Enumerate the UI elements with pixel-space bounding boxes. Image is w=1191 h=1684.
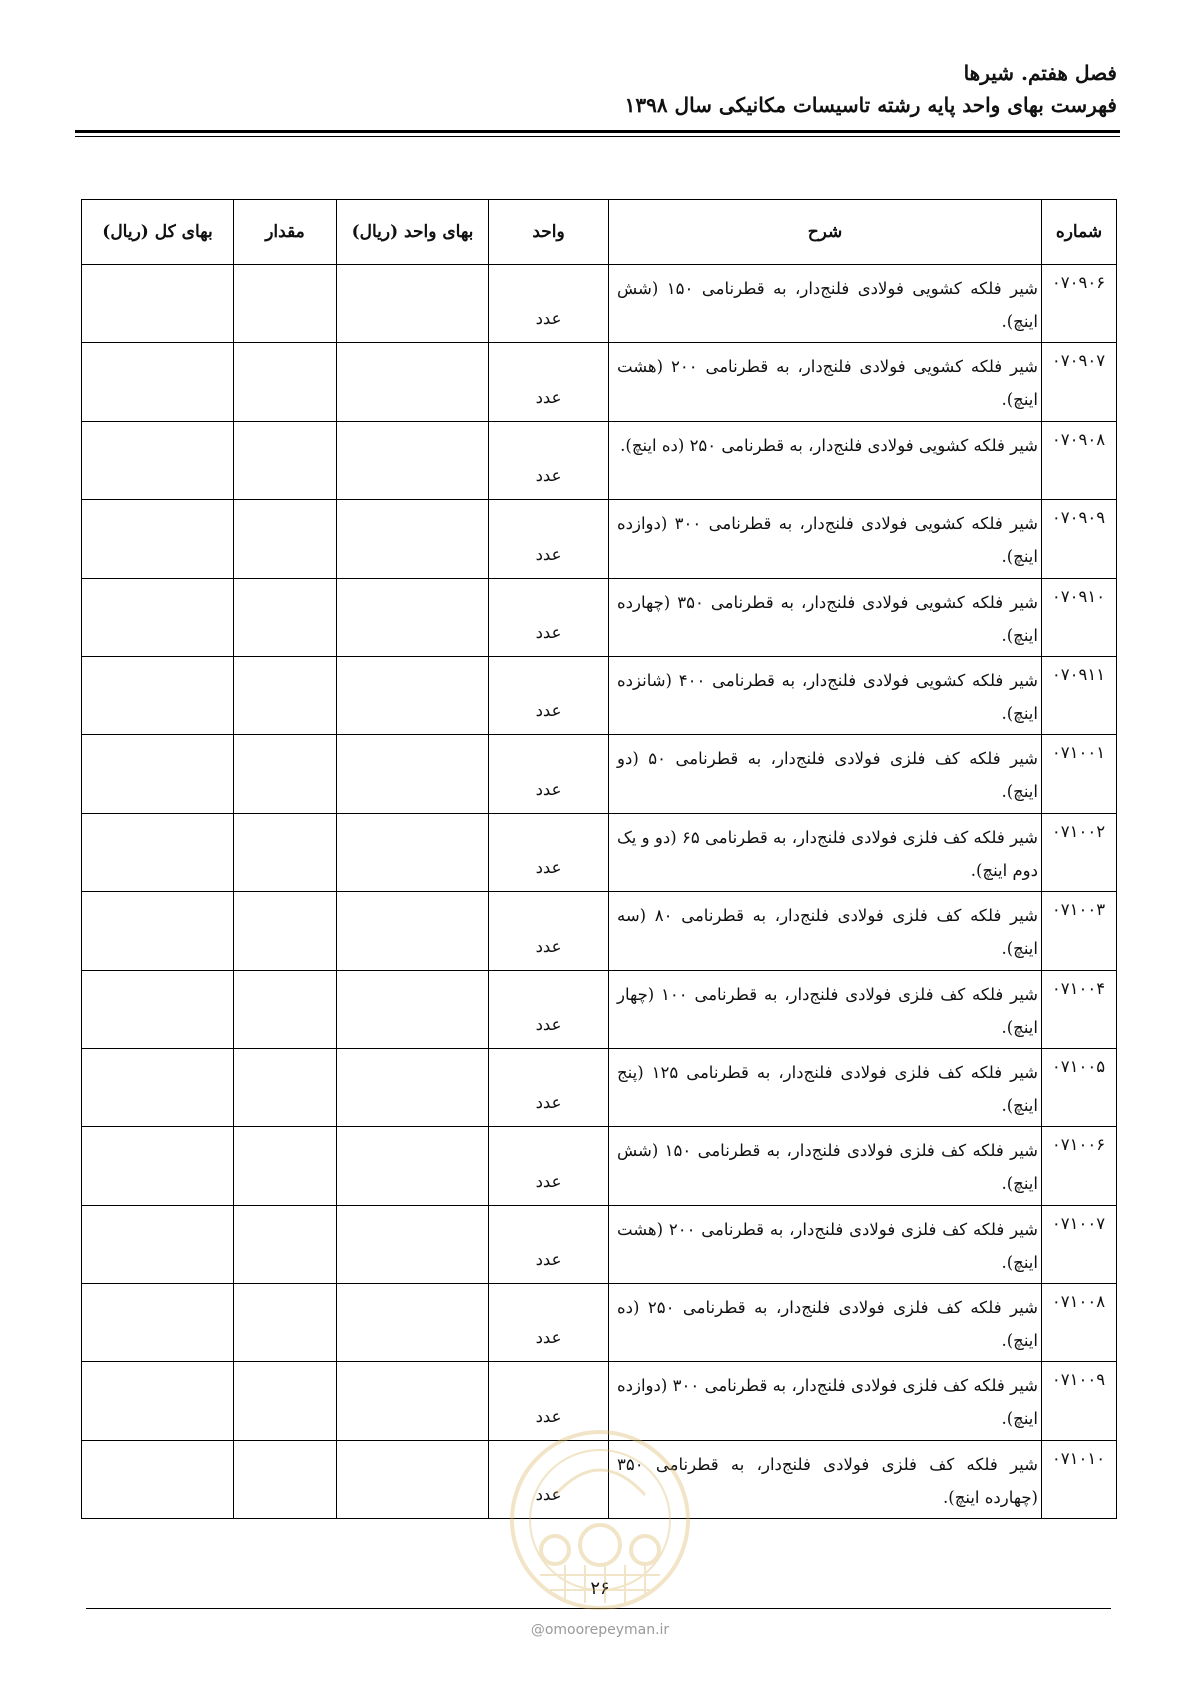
row-total-price: [82, 1284, 234, 1362]
row-description: شیر فلکه کف فلزی فولادی فلنج‌دار، به قطرنامی ۲۰۰ (هشت اینچ).: [609, 1205, 1042, 1283]
row-total-price: [82, 578, 234, 656]
row-unit-price: [337, 421, 489, 499]
row-unit-price: [337, 1127, 489, 1205]
row-code: ۰۷۱۰۰۳: [1042, 892, 1117, 970]
row-unit: عدد: [489, 656, 609, 734]
row-unit: عدد: [489, 421, 609, 499]
footer-rule: [86, 1608, 1111, 1609]
row-code: ۰۷۱۰۰۱: [1042, 735, 1117, 813]
row-unit-price: [337, 500, 489, 578]
row-description: شیر فلکه کف فلزی فولادی فلنج‌دار، به قطرنامی ۲۵۰ (ده اینچ).: [609, 1284, 1042, 1362]
price-list-table: [81, 199, 1117, 1519]
row-code: ۰۷۰۹۰۷: [1042, 343, 1117, 421]
row-code: ۰۷۱۰۰۶: [1042, 1127, 1117, 1205]
row-description: شیر فلکه کف فلزی فولادی فلنج‌دار، به قطرنامی ۳۰۰ (دوازده اینچ).: [609, 1362, 1042, 1440]
page-number: ۲۶: [590, 1578, 610, 1599]
row-quantity: [234, 421, 337, 499]
row-code: ۰۷۱۰۱۰: [1042, 1440, 1117, 1518]
row-quantity: [234, 1362, 337, 1440]
table-row: [82, 343, 1117, 421]
row-total-price: [82, 265, 234, 343]
row-unit-price: [337, 343, 489, 421]
row-quantity: [234, 343, 337, 421]
row-description: شیر فلکه کف فلزی فولادی فلنج‌دار، به قطرنامی ۳۵۰ (چهارده اینچ).: [609, 1440, 1042, 1518]
table-row: [82, 1362, 1117, 1440]
row-code: ۰۷۱۰۰۹: [1042, 1362, 1117, 1440]
row-unit-price: [337, 735, 489, 813]
table-row: [82, 1205, 1117, 1283]
row-total-price: [82, 1048, 234, 1126]
row-quantity: [234, 656, 337, 734]
row-code: ۰۷۱۰۰۵: [1042, 1048, 1117, 1126]
row-quantity: [234, 1048, 337, 1126]
col-header-unit-price: بهای واحد (ریال): [337, 200, 489, 265]
row-description: شیر فلکه کشویی فولادی فلنج‌دار، به قطرنامی ۳۵۰ (چهارده اینچ).: [609, 578, 1042, 656]
table-row: [82, 421, 1117, 499]
row-code: ۰۷۱۰۰۲: [1042, 813, 1117, 891]
row-quantity: [234, 813, 337, 891]
row-quantity: [234, 578, 337, 656]
row-code: ۰۷۱۰۰۷: [1042, 1205, 1117, 1283]
row-total-price: [82, 421, 234, 499]
row-total-price: [82, 1127, 234, 1205]
table-row: [82, 656, 1117, 734]
row-code: ۰۷۰۹۰۶: [1042, 265, 1117, 343]
col-header-code: شماره: [1042, 200, 1117, 265]
row-total-price: [82, 1440, 234, 1518]
row-code: ۰۷۰۹۰۹: [1042, 500, 1117, 578]
row-unit-price: [337, 1284, 489, 1362]
row-unit: عدد: [489, 1205, 609, 1283]
row-description: شیر فلکه کف فلزی فولادی فلنج‌دار، به قطرنامی ۱۰۰ (چهار اینچ).: [609, 970, 1042, 1048]
row-unit-price: [337, 1205, 489, 1283]
table-row: [82, 265, 1117, 343]
row-quantity: [234, 1205, 337, 1283]
row-unit: عدد: [489, 265, 609, 343]
table-row: [82, 578, 1117, 656]
page-header: [75, 58, 1117, 120]
row-quantity: [234, 500, 337, 578]
table-row: [82, 1440, 1117, 1518]
row-description: شیر فلکه کف فلزی فولادی فلنج‌دار، به قطرنامی ۱۵۰ (شش اینچ).: [609, 1127, 1042, 1205]
row-unit: عدد: [489, 1440, 609, 1518]
row-description: شیر فلکه کشویی فولادی فلنج‌دار، به قطرنامی ۴۰۰ (شانزده اینچ).: [609, 656, 1042, 734]
col-header-unit: واحد: [489, 200, 609, 265]
row-unit: عدد: [489, 1284, 609, 1362]
row-quantity: [234, 265, 337, 343]
row-description: شیر فلکه کف فلزی فولادی فلنج‌دار، به قطرنامی ۵۰ (دو اینچ).: [609, 735, 1042, 813]
col-header-qty: مقدار: [234, 200, 337, 265]
row-unit-price: [337, 1048, 489, 1126]
row-unit-price: [337, 970, 489, 1048]
table-row: [82, 500, 1117, 578]
row-unit: عدد: [489, 892, 609, 970]
row-total-price: [82, 1205, 234, 1283]
row-description: شیر فلکه کشویی فولادی فلنج‌دار، به قطرنامی ۳۰۰ (دوازده اینچ).: [609, 500, 1042, 578]
row-total-price: [82, 735, 234, 813]
col-header-total: بهای کل (ریال): [82, 200, 234, 265]
website-watermark: @omoorepeyman.ir: [530, 1622, 670, 1638]
row-total-price: [82, 892, 234, 970]
row-total-price: [82, 343, 234, 421]
table-row: [82, 1284, 1117, 1362]
table-row: [82, 1048, 1117, 1126]
row-code: ۰۷۰۹۱۰: [1042, 578, 1117, 656]
row-description: شیر فلکه کف فلزی فولادی فلنج‌دار، به قطرنامی ۶۵ (دو و یک دوم اینچ).: [609, 813, 1042, 891]
row-code: ۰۷۰۹۰۸: [1042, 421, 1117, 499]
row-unit: عدد: [489, 735, 609, 813]
row-total-price: [82, 970, 234, 1048]
row-unit: عدد: [489, 1127, 609, 1205]
table-row: [82, 813, 1117, 891]
table-row: [82, 1127, 1117, 1205]
row-description: شیر فلکه کف فلزی فولادی فلنج‌دار، به قطرنامی ۸۰ (سه اینچ).: [609, 892, 1042, 970]
header-rule-thick: [75, 130, 1120, 133]
table-row: [82, 970, 1117, 1048]
row-description: شیر فلکه کف فلزی فولادی فلنج‌دار، به قطرنامی ۱۲۵ (پنج اینچ).: [609, 1048, 1042, 1126]
row-unit-price: [337, 1440, 489, 1518]
row-quantity: [234, 970, 337, 1048]
col-header-desc: شرح: [609, 200, 1042, 265]
row-quantity: [234, 735, 337, 813]
row-unit: عدد: [489, 1048, 609, 1126]
row-total-price: [82, 500, 234, 578]
row-quantity: [234, 1440, 337, 1518]
row-description: شیر فلکه کشویی فولادی فلنج‌دار، به قطرنامی ۲۵۰ (ده اینچ).: [609, 421, 1042, 499]
row-code: ۰۷۱۰۰۸: [1042, 1284, 1117, 1362]
row-code: ۰۷۱۰۰۴: [1042, 970, 1117, 1048]
header-rule-thin: [75, 136, 1120, 137]
row-unit: عدد: [489, 500, 609, 578]
row-unit: عدد: [489, 1362, 609, 1440]
row-quantity: [234, 1284, 337, 1362]
row-total-price: [82, 1362, 234, 1440]
table-header-row: [82, 200, 1117, 265]
chapter-title: فصل هفتم. شیرها: [963, 61, 1117, 85]
row-unit-price: [337, 813, 489, 891]
row-unit: عدد: [489, 813, 609, 891]
row-quantity: [234, 892, 337, 970]
row-unit-price: [337, 1362, 489, 1440]
row-unit-price: [337, 656, 489, 734]
row-unit: عدد: [489, 343, 609, 421]
table-row: [82, 735, 1117, 813]
row-description: شیر فلکه کشویی فولادی فلنج‌دار، به قطرنامی ۲۰۰ (هشت اینچ).: [609, 343, 1042, 421]
row-unit-price: [337, 265, 489, 343]
row-unit: عدد: [489, 970, 609, 1048]
row-unit-price: [337, 578, 489, 656]
row-total-price: [82, 813, 234, 891]
row-total-price: [82, 656, 234, 734]
row-description: شیر فلکه کشویی فولادی فلنج‌دار، به قطرنامی ۱۵۰ (شش اینچ).: [609, 265, 1042, 343]
document-title: فهرست بهای واحد پایه رشته تاسیسات مکانیکی سال ۱۳۹۸: [624, 93, 1117, 117]
row-quantity: [234, 1127, 337, 1205]
row-unit: عدد: [489, 578, 609, 656]
row-code: ۰۷۰۹۱۱: [1042, 656, 1117, 734]
row-unit-price: [337, 892, 489, 970]
table-row: [82, 892, 1117, 970]
